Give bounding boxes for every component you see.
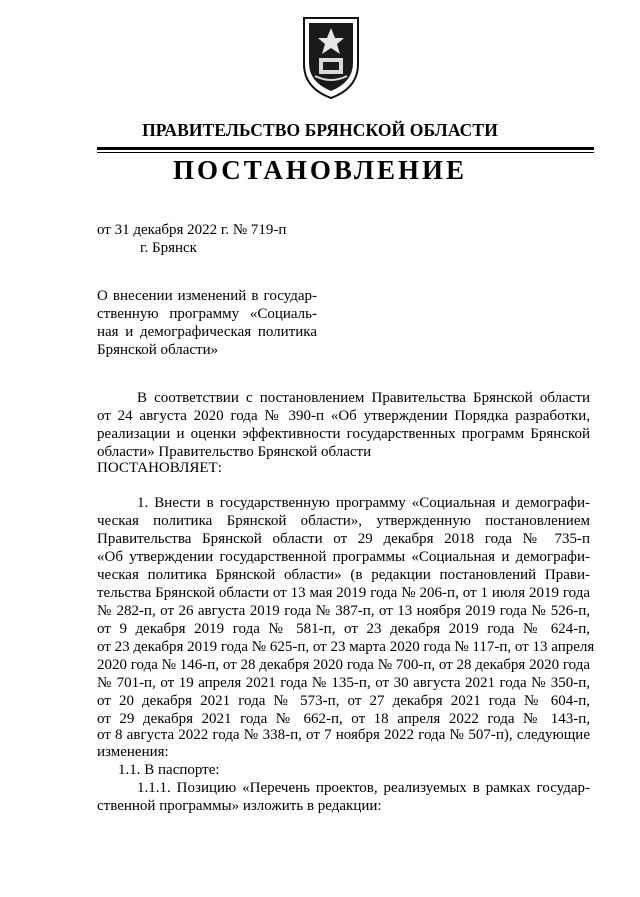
subject-line: ственную программу «Социаль- [97, 306, 317, 322]
item-1-line: Правительства Брянской области от 29 декабря 2018 года № 735-п [97, 531, 590, 547]
item-1-1-text: 1.1. В паспорте: [118, 762, 220, 778]
item-1-line: от 20 декабря 2021 года № 573-п, от 27 декабря 2021 года № 604-п, [97, 693, 590, 709]
item-1-1-1-line: ственной программы» изложить в редакции: [97, 798, 382, 814]
item-1-line: от 23 декабря 2019 года № 625-п, от 23 марта 2020 года № 117-п, от 13 апреля [97, 639, 595, 655]
item-1-line: № 282-п, от 26 августа 2019 года № 387-п, от 13 ноября 2019 года № 526-п, [97, 603, 590, 619]
item-1-line: «Об утверждении государственной программы «Социальная и демографи- [97, 549, 590, 565]
document-date-number: от 31 декабря 2022 г. № 719-п [97, 222, 287, 238]
item-1-line: от 8 августа 2022 года № 338-п, от 7 ноября 2022 года № 507-п), следующие [97, 727, 590, 743]
item-1-line: 1. Внести в государственную программу «Социальная и демографи- [137, 495, 590, 511]
preamble-line: от 24 августа 2020 года № 390-п «Об утверждении Порядка разработки, [97, 408, 590, 424]
resolves-word: ПОСТАНОВЛЯЕТ: [97, 460, 222, 476]
coat-of-arms-emblem [300, 14, 362, 100]
subject-line: О внесении изменений в государ- [97, 288, 317, 304]
organization-title: ПРАВИТЕЛЬСТВО БРЯНСКОЙ ОБЛАСТИ [142, 120, 498, 140]
item-1-line: 2020 года № 146-п, от 28 декабря 2020 года № 700-п, от 28 декабря 2020 года [97, 657, 590, 673]
item-1-line: ческая политика Брянской области» (в редакции постановлений Прави- [97, 567, 590, 583]
document-type-title: ПОСТАНОВЛЕНИЕ [172, 155, 468, 185]
item-1-line: от 29 декабря 2021 года № 662-п, от 18 апреля 2022 года № 143-п, [97, 711, 590, 727]
item-1-1-1-line: 1.1.1. Позицию «Перечень проектов, реализуемых в рамках государ- [137, 780, 590, 796]
preamble-line: В соответствии с постановлением Правительства Брянской области [137, 390, 590, 406]
header-rule-thick [97, 147, 594, 150]
item-1-line: № 701-п, от 19 апреля 2021 года № 135-п, от 30 августа 2021 года № 350-п, [97, 675, 590, 691]
preamble-line: реализации и оценки эффективности государственных программ Брянской [97, 426, 590, 442]
item-1-line: ческая политика Брянской области», утвержденную постановлением [97, 513, 590, 529]
header-rule-thin [97, 152, 594, 153]
document-place: г. Брянск [140, 240, 197, 256]
item-1-line: изменения: [97, 744, 169, 760]
item-1-line: тельства Брянской области от 13 мая 2019 года № 206-п, от 1 июля 2019 года [97, 585, 590, 601]
subject-line: Брянской области» [97, 342, 219, 358]
subject-line: ная и демографическая политика [97, 324, 317, 340]
item-1-line: от 9 декабря 2019 года № 581-п, от 23 декабря 2019 года № 624-п, [97, 621, 590, 637]
preamble-line: области» Правительство Брянской области [97, 444, 372, 460]
